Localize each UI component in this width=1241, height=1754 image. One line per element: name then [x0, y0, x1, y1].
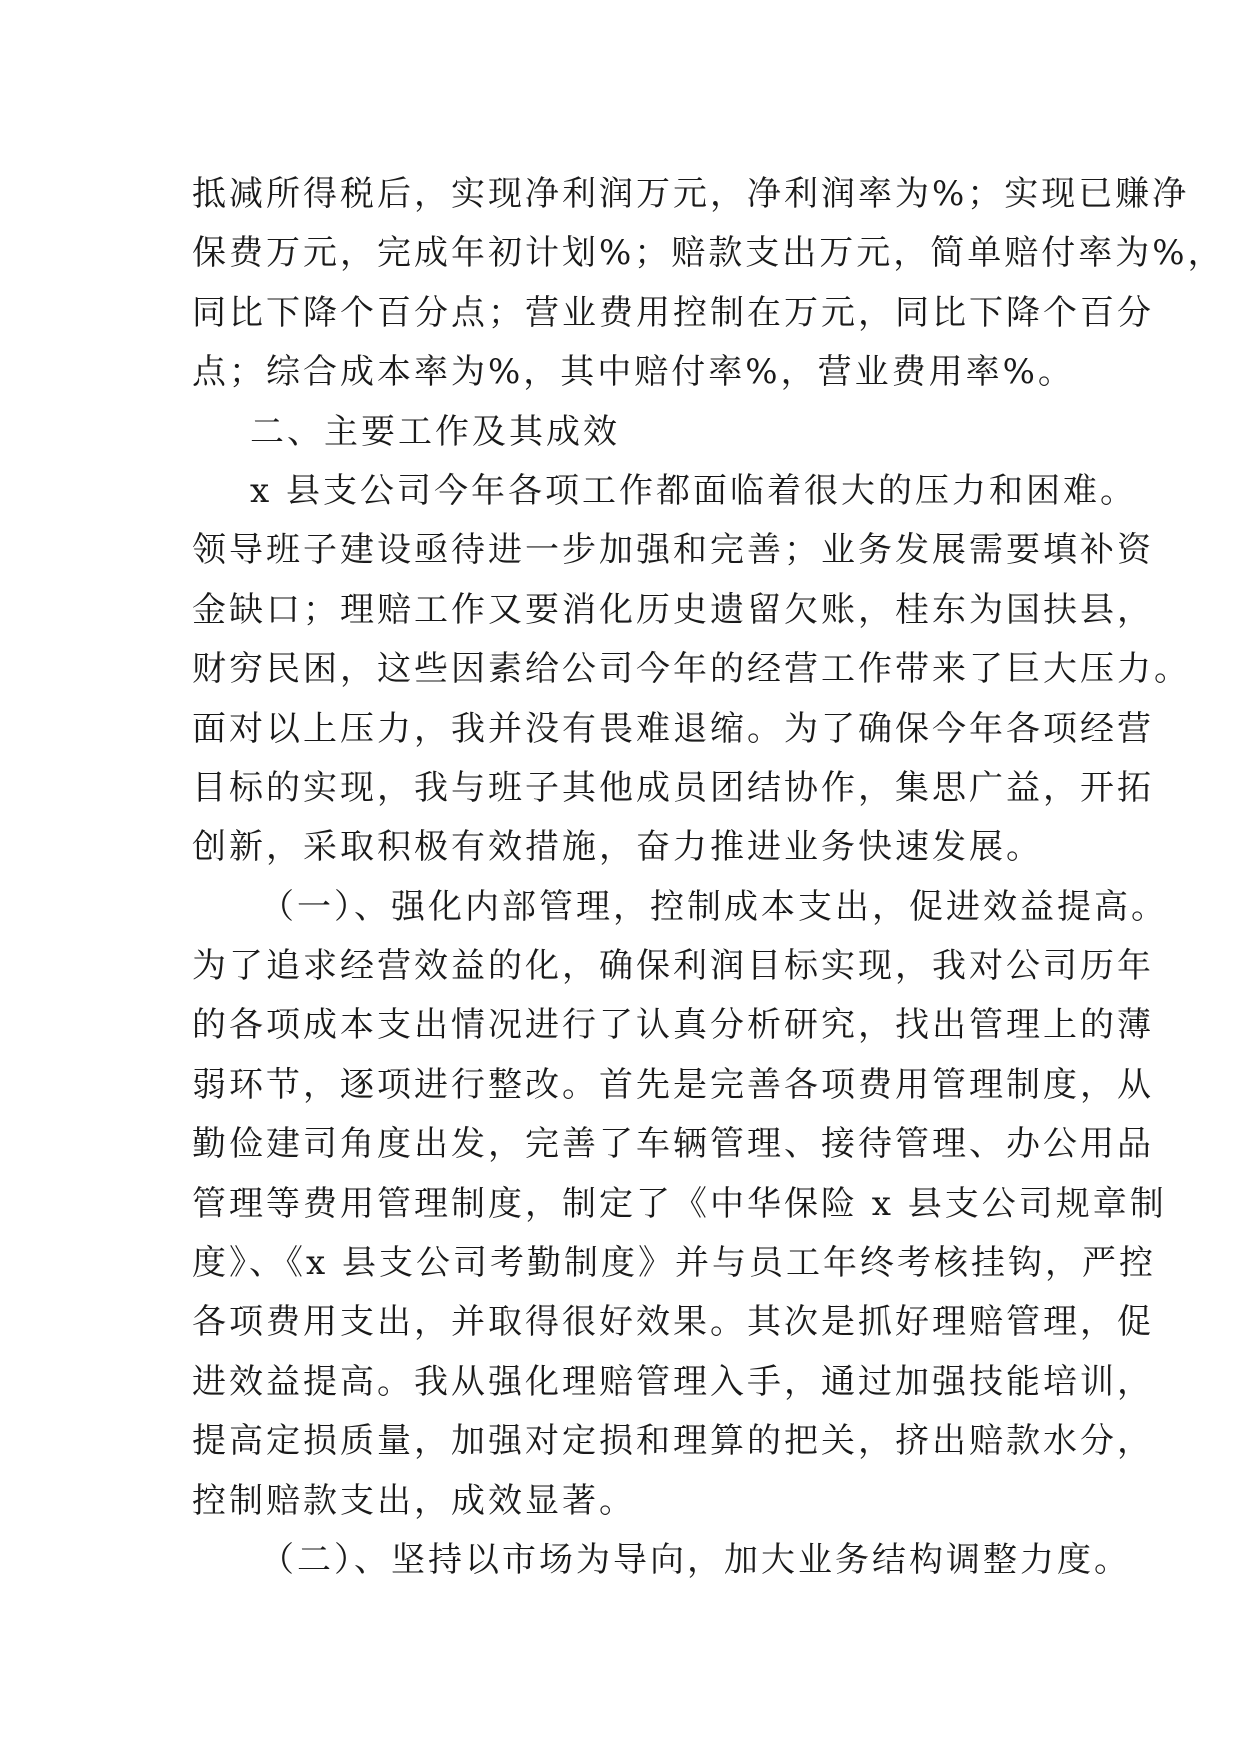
text-line: 为了追求经营效益的化，确保利润目标实现，我对公司历年	[192, 946, 1154, 987]
subsection-heading: （一）、强化内部管理，控制成本支出，促进效益提高。	[260, 886, 1168, 927]
text-line: 点；综合成本率为%，其中赔付率%，营业费用率%。	[192, 352, 1075, 393]
text-line: 提高定损质量，加强对定损和理算的把关，挤出赔款水分，	[192, 1421, 1154, 1462]
text-line: 管理等费用管理制度，制定了《中华保险 x 县支公司规章制	[192, 1183, 1167, 1224]
text-line: x 县支公司今年各项工作都面临着很大的压力和困难。	[250, 470, 1137, 511]
text-line: 进效益提高。我从强化理赔管理入手，通过加强技能培训，	[192, 1361, 1154, 1402]
subsection-heading: （二）、坚持以市场为导向，加大业务结构调整力度。	[260, 1539, 1131, 1580]
text-line: 抵减所得税后，实现净利润万元，净利润率为%；实现已赚净	[192, 174, 1190, 214]
text-line: 目标的实现，我与班子其他成员团结协作，集思广益，开拓	[192, 767, 1154, 808]
section-heading: 二、主要工作及其成效	[250, 411, 620, 452]
body-text	[192, 165, 1225, 1590]
text-line: 面对以上压力，我并没有畏难退缩。为了确保今年各项经营	[192, 708, 1154, 749]
text-line: 保费万元，完成年初计划%；赔款支出万元，简单赔付率为%，	[192, 233, 1225, 274]
text-line: 金缺口；理赔工作又要消化历史遗留欠账，桂东为国扶县，	[192, 589, 1154, 630]
text-line: 领导班子建设亟待进一步加强和完善；业务发展需要填补资	[192, 530, 1154, 571]
text-line: 同比下降个百分点；营业费用控制在万元，同比下降个百分	[192, 292, 1154, 333]
text-line: 勤俭建司角度出发，完善了车辆管理、接待管理、办公用品	[192, 1124, 1154, 1165]
text-line: 度》、《x 县支公司考勤制度》并与员工年终考核挂钩，严控	[192, 1243, 1156, 1284]
text-line: 财穷民困，这些因素给公司今年的经营工作带来了巨大压力。	[192, 649, 1191, 690]
text-line: 弱环节，逐项进行整改。首先是完善各项费用管理制度，从	[192, 1064, 1154, 1105]
text-line: 的各项成本支出情况进行了认真分析研究，找出管理上的薄	[192, 1005, 1154, 1046]
text-line: 控制赔款支出，成效显著。	[192, 1480, 636, 1521]
text-line: 各项费用支出，并取得很好效果。其次是抓好理赔管理，促	[192, 1302, 1154, 1343]
text-line: 创新，采取积极有效措施，奋力推进业务快速发展。	[192, 827, 1043, 868]
